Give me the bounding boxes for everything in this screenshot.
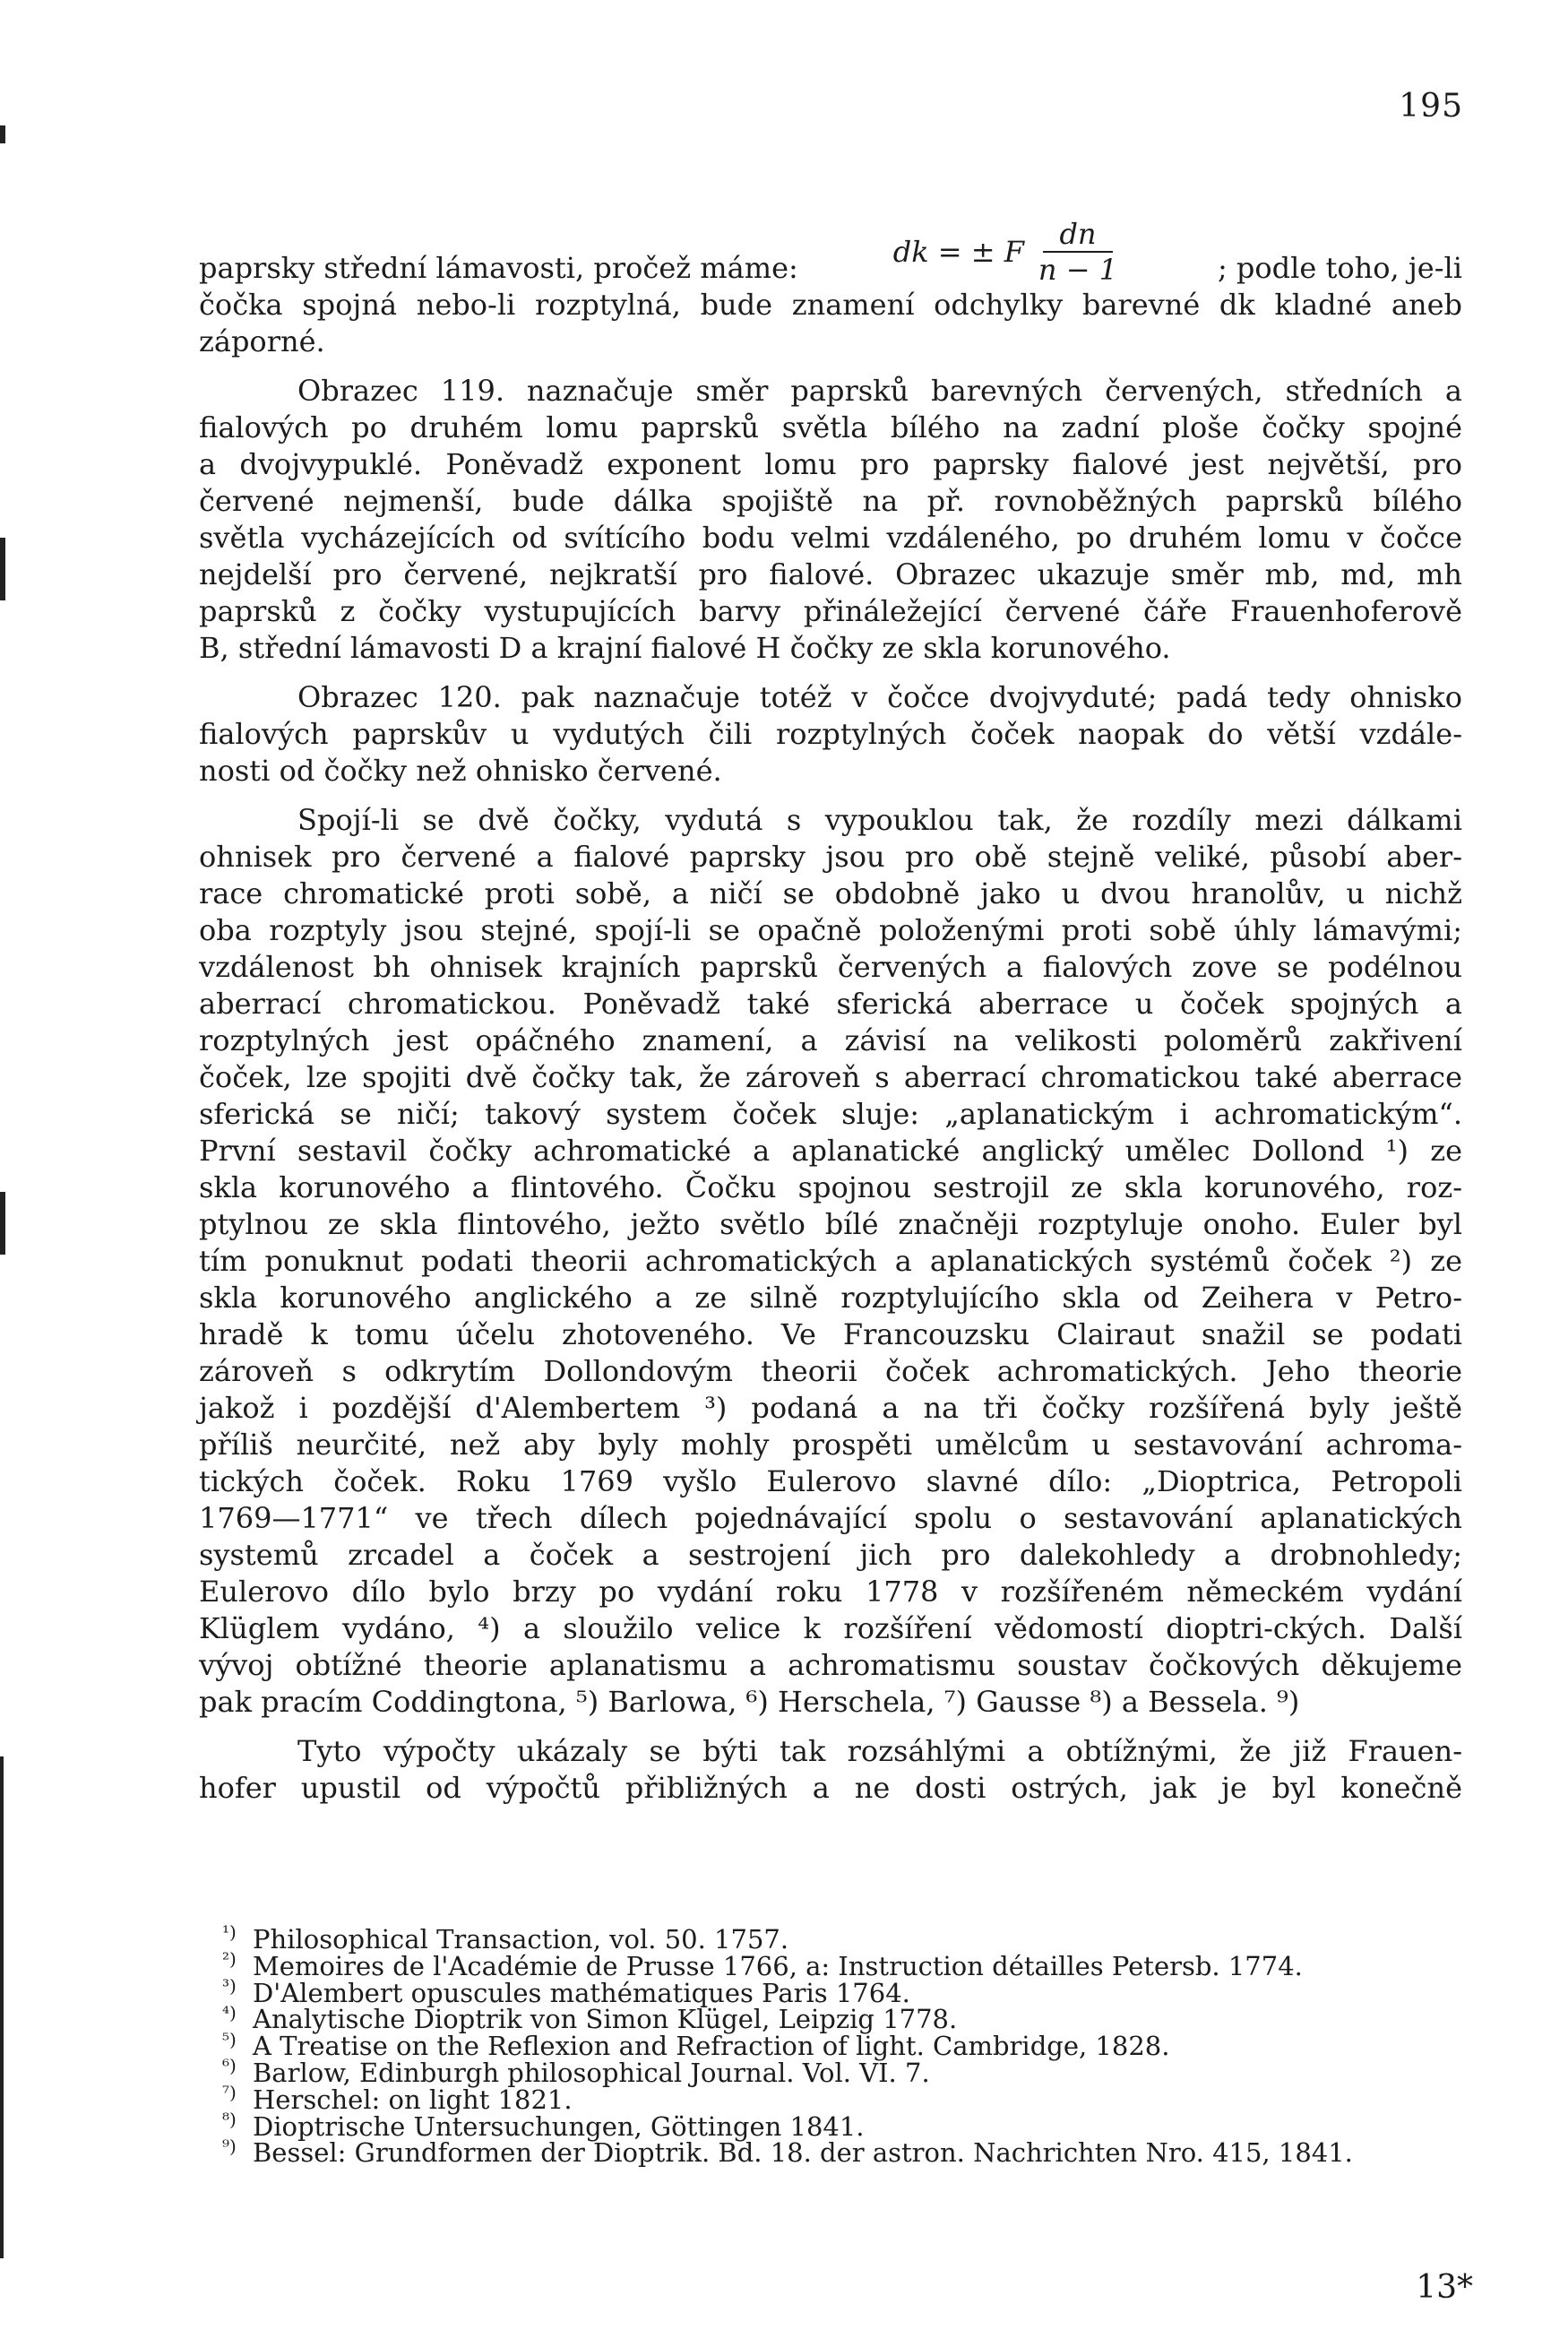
scan-edge-mark (0, 1192, 5, 1255)
scan-edge-mark (0, 125, 5, 143)
footnote: ⁴) Analytische Dioptrik von Simon Klügel, Leipzig 1778. (222, 2001, 958, 2035)
text-line: Spojí-li se dvě čočky, vydutá s vypouklou tak, že rozdíly mezi dálkami (297, 803, 1462, 837)
text-line: čoček, lze spojiti dvě čočky tak, že zároveň s aberrací chromatickou také aberrace (199, 1060, 1462, 1094)
text-line: jakož i pozdější d'Alembertem ³) podaná a na tři čočky rozšířená byly ještě (199, 1391, 1462, 1425)
footnote: ³) D'Alembert opuscules mathématiques Paris 1764. (222, 1974, 910, 2008)
footnote-text: D'Alembert opuscules mathématiques Paris 1764. (253, 1977, 910, 2008)
text-line: pak pracím Coddingtona, ⁵) Barlowa, ⁶) Herschela, ⁷) Gausse ⁸) a Bessela. ⁹) (199, 1685, 1300, 1719)
text-line: sferická se ničí; takový system čoček sluje: „aplanatickým i achromatickým“. (199, 1097, 1462, 1131)
text-line: ohnisek pro červené a fialové paprsky jsou pro obě stejně veliké, působí aber- (199, 840, 1462, 874)
text-line: fialových paprskův u vydutých čili rozptylných čoček naopak do větší vzdále- (199, 717, 1462, 751)
paragraph-3 (199, 679, 1462, 790)
footnote-text: Analytische Dioptrik von Simon Klügel, Leipzig 1778. (253, 2004, 958, 2035)
formula-numerator: dn (1043, 217, 1112, 253)
text-line: nejdelší pro červené, nejkratší pro fialové. Obrazec ukazuje směr mb, md, mh (199, 557, 1462, 591)
formula-lhs: dk = ± F (892, 234, 1024, 269)
text-line: hofer upustil od výpočtů přibližných a ne dosti ostrých, jak je byl konečně (199, 1771, 1462, 1805)
text-line: vzdálenost bh ohnisek krajních paprsků červených a fialových zove se podélnou (199, 950, 1462, 984)
formula-denominator: n − 1 (1038, 253, 1118, 287)
paragraph-1 (199, 287, 1462, 360)
text-line: a dvojvypuklé. Poněvadž exponent lomu pro paprsky fialové jest největší, pro (199, 447, 1462, 481)
footnote: ²) Memoires de l'Académie de Prusse 1766, a: Instruction détailles Petersb. 1774. (222, 1948, 1303, 1981)
text-line: paprsků z čočky vystupujících barvy přináležející červené čáře Frauenhoferově (199, 594, 1462, 628)
text-line: Obrazec 119. naznačuje směr paprsků barevných červených, středních a (297, 374, 1462, 408)
paragraph-2 (199, 373, 1462, 667)
text-line: B, střední lámavosti D a krajní fialové H čočky ze skla korunového. (199, 631, 1171, 665)
footnote: ¹) Philosophical Transaction, vol. 50. 1757. (222, 1921, 789, 1955)
footnote-text: Dioptrische Untersuchungen, Göttingen 1841. (253, 2110, 865, 2142)
text-line: skla korunového a flintového. Čočku spojnou sestrojil ze skla korunového, roz- (199, 1170, 1462, 1204)
text-line: hradě k tomu účelu zhotoveného. Ve Francouzsku Clairaut snažil se podati (199, 1317, 1462, 1351)
paragraph-5 (199, 1733, 1462, 1807)
footnote-text: A Treatise on the Reflexion and Refraction of light. Cambridge, 1828. (253, 2031, 1170, 2062)
footnote-text: Barlow, Edinburgh philosophical Journal. Vol. VI. 7. (253, 2057, 930, 2088)
text-line: Klüglem vydáno, ⁴) a sloužilo velice k rozšíření vědomostí dioptri-ckých. Další (199, 1611, 1462, 1645)
text-line: race chromatické proti sobě, a ničí se obdobně jako u dvou hranolův, u nichž (199, 876, 1462, 910)
footnote: ⁸) Dioptrische Untersuchungen, Göttingen 1841. (222, 2108, 865, 2142)
footnotes (222, 1921, 1480, 2169)
footnote-text: Memoires de l'Académie de Prusse 1766, a: Instruction détailles Petersb. 1774. (253, 1950, 1303, 1981)
formula-fraction (1038, 217, 1117, 287)
footnote-text: Philosophical Transaction, vol. 50. 1757. (253, 1924, 789, 1955)
text-line: zároveň s odkrytím Dollondovým theorii čoček achromatických. Jeho theorie (199, 1354, 1462, 1388)
scan-edge-mark (0, 1756, 4, 2258)
text-line: tím ponuknut podati theorii achromatických a aplanatických systémů čoček ²) ze (199, 1244, 1462, 1278)
text-line: ptylnou ze skla flintového, ježto světlo bílé značněji rozptyluje onoho. Euler byl (199, 1207, 1462, 1241)
text-line: 1769—1771“ ve třech dílech pojednávající spolu o sestavování aplanatických (199, 1501, 1462, 1535)
text-line: Tyto výpočty ukázaly se býti tak rozsáhlými a obtížnými, že již Frauen- (297, 1734, 1462, 1768)
footnote: ⁹) Bessel: Grundformen der Dioptrik. Bd. 18. der astron. Nachrichten Nro. 415, 1841. (222, 2135, 1353, 2169)
body-text (199, 206, 1462, 1807)
text-line: tických čoček. Roku 1769 vyšlo Eulerovo slavné dílo: „Dioptrica, Petropoli (199, 1464, 1462, 1498)
text-line: skla korunového anglického a ze silně rozptylujícího skla od Zeihera v Petro- (199, 1281, 1462, 1315)
text-line: červené nejmenší, bude dálka spojiště na př. rovnoběžných paprsků bílého (199, 484, 1462, 518)
text-line: Obrazec 120. pak naznačuje totéž v čočce dvojvyduté; padá tedy ohnisko (297, 680, 1462, 714)
text-line: systemů zrcadel a čoček a sestrojení jich pro dalekohledy a drobnohledy; (199, 1538, 1462, 1572)
text-line: záporné. (199, 324, 325, 358)
formula-suffix: ; podle toho, je-li (1217, 251, 1462, 285)
text-line: První sestavil čočky achromatické a aplanatické anglický umělec Dollond ¹) ze (199, 1134, 1462, 1168)
footnote-text: Bessel: Grundformen der Dioptrik. Bd. 18. der astron. Nachrichten Nro. 415, 1841. (253, 2137, 1353, 2169)
text-line: nosti od čočky než ohnisko červené. (199, 754, 722, 788)
text-line: oba rozptyly jsou stejné, spojí-li se opačně položenými proti sobě úhly lámavými; (199, 913, 1462, 947)
text-line: příliš neurčité, než aby byly mohly prospěti umělcům u sestavování achroma- (199, 1428, 1462, 1462)
text-line: fialových po druhém lomu paprsků světla bílého na zadní ploše čočky spojné (199, 410, 1462, 444)
paragraph-4 (199, 802, 1462, 1721)
formula-prefix: paprsky střední lámavosti, pročež máme: (199, 251, 798, 285)
text-line: aberrací chromatickou. Poněvadž také sferická aberrace u čoček spojných a (199, 987, 1462, 1021)
page-number: 195 (1399, 88, 1463, 125)
text-line: světla vycházejících od svítícího bodu velmi vzdáleného, po druhém lomu v čočce (199, 521, 1462, 555)
text-line: vývoj obtížné theorie aplanatismu a achromatismu soustav čočkových děkujeme (199, 1648, 1462, 1682)
footnote: ⁵) A Treatise on the Reflexion and Refraction of light. Cambridge, 1828. (222, 2028, 1170, 2062)
text-line: Eulerovo dílo bylo brzy po vydání roku 1778 v rozšířeném německém vydání (199, 1575, 1462, 1609)
footnote: ⁶) Barlow, Edinburgh philosophical Journal. Vol. VI. 7. (222, 2055, 930, 2088)
scan-edge-mark (0, 538, 5, 600)
signature-mark: 13* (1416, 2269, 1473, 2306)
text-line: čočka spojná nebo-li rozptylná, bude znamení odchylky barevné dk kladné aneb (199, 288, 1462, 322)
formula-line (199, 206, 1462, 287)
text-line: rozptylných jest opáčného znamení, a závisí na velikosti poloměrů zakřivení (199, 1023, 1462, 1057)
footnote-text: Herschel: on light 1821. (253, 2084, 573, 2115)
formula (893, 217, 1123, 287)
footnote: ⁷) Herschel: on light 1821. (222, 2082, 573, 2115)
